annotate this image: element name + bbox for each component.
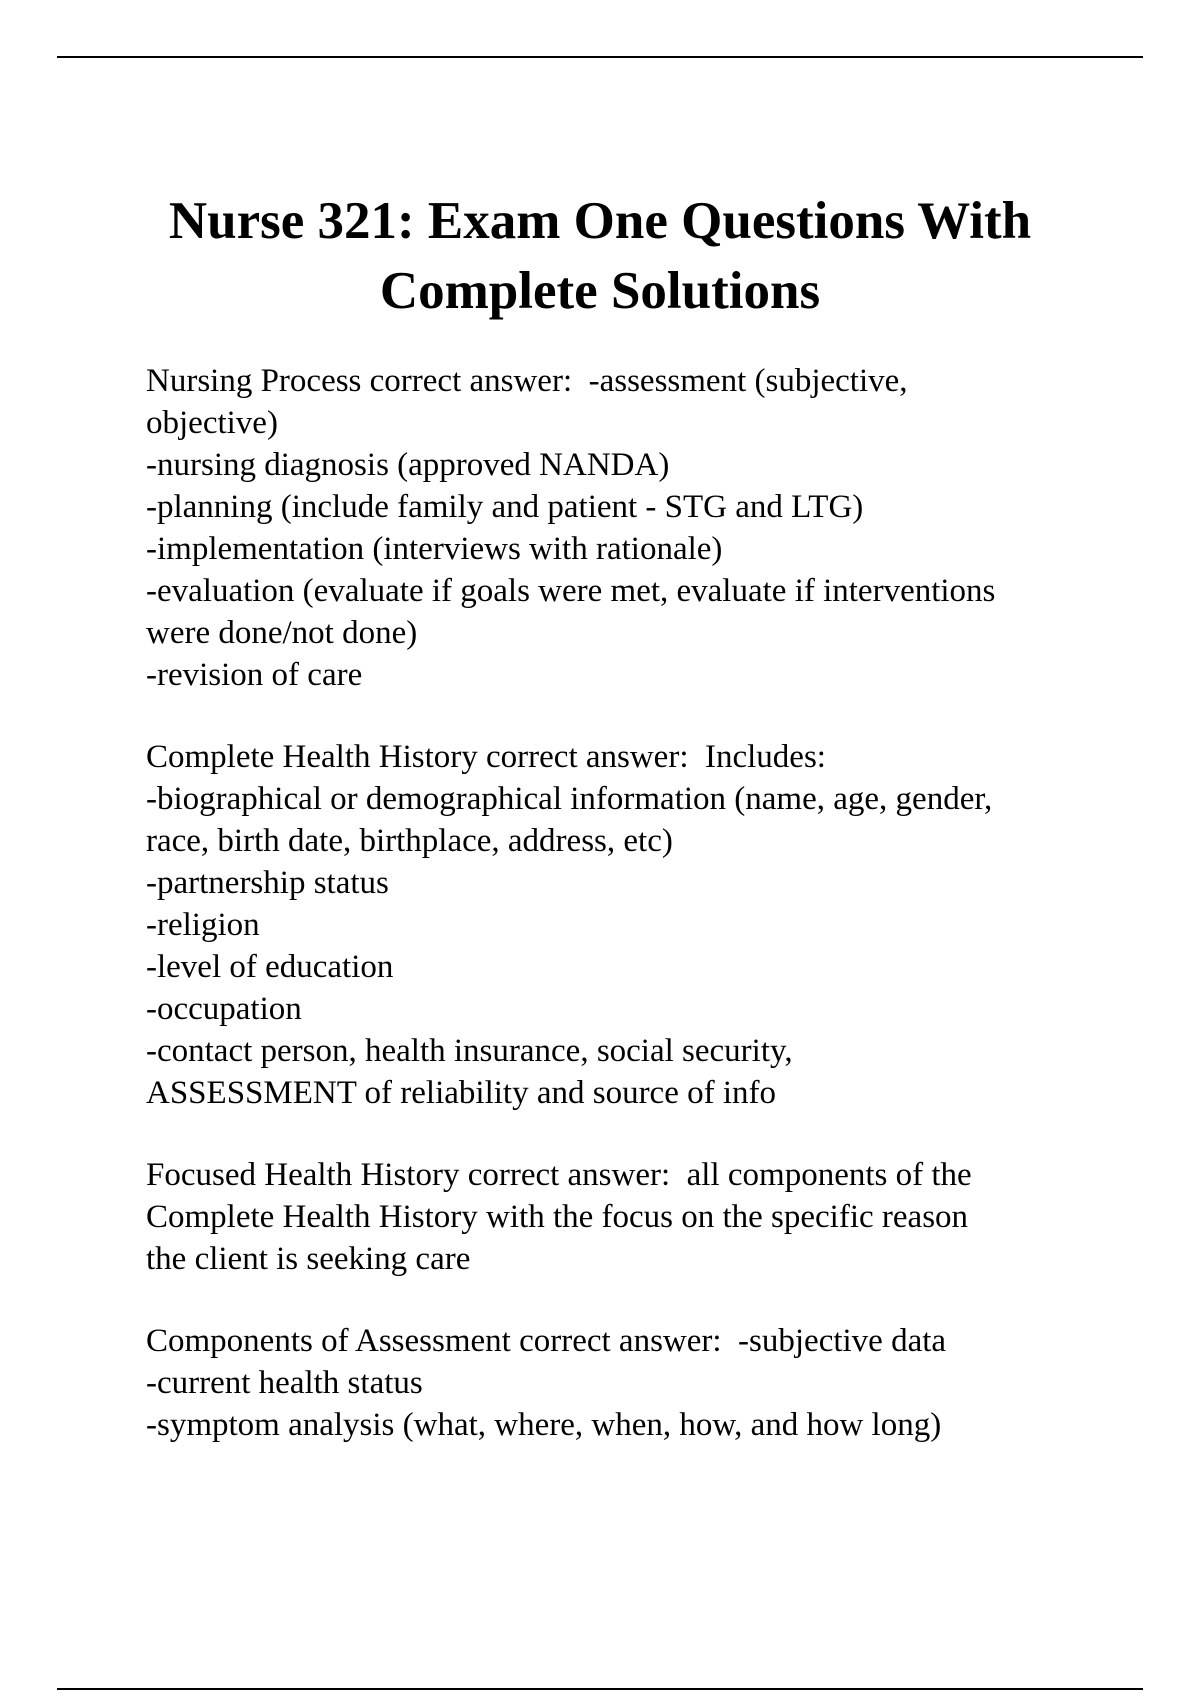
top-divider — [57, 56, 1143, 58]
text-line: -partnership status — [146, 865, 389, 901]
entry-components-of-assessment — [146, 1320, 1106, 1446]
title-line-1: Nurse 321: Exam One Questions With — [168, 192, 1032, 250]
text-line: -planning (include family and patient - STG and LTG) — [146, 489, 864, 525]
text-line: Nursing Process correct answer: -assessment (subjective, — [146, 363, 908, 399]
text-line: -contact person, health insurance, social security, — [146, 1033, 793, 1069]
text-line: the client is seeking care — [146, 1241, 471, 1277]
text-line: -biographical or demographical information (name, age, gender, — [146, 781, 993, 817]
text-line: Complete Health History correct answer: Includes: — [146, 739, 826, 775]
text-line: -evaluation (evaluate if goals were met, evaluate if interventions — [146, 573, 996, 609]
entry-focused-health-history — [146, 1154, 1106, 1280]
text-line: -revision of care — [146, 657, 363, 693]
text-line: objective) — [146, 405, 278, 441]
entry-nursing-process — [146, 360, 1106, 696]
text-line: -religion — [146, 907, 260, 943]
text-line: Complete Health History with the focus on the specific reason — [146, 1199, 969, 1235]
text-line: -level of education — [146, 949, 394, 985]
entry-complete-health-history — [146, 736, 1106, 1114]
text-line: Components of Assessment correct answer: -subjective data — [146, 1323, 947, 1359]
text-line: -symptom analysis (what, where, when, how, and how long) — [146, 1407, 942, 1443]
text-line: Focused Health History correct answer: all components of the — [146, 1157, 972, 1193]
text-line: -implementation (interviews with rationale) — [146, 531, 723, 567]
text-line: -nursing diagnosis (approved NANDA) — [146, 447, 670, 483]
text-line: were done/not done) — [146, 615, 418, 651]
title-line-2: Complete Solutions — [379, 262, 821, 320]
text-line: ASSESSMENT of reliability and source of info — [146, 1075, 776, 1111]
page-title — [100, 186, 1100, 326]
text-line: race, birth date, birthplace, address, etc) — [146, 823, 673, 859]
text-line: -occupation — [146, 991, 302, 1027]
document-body — [146, 360, 1106, 1486]
bottom-divider — [57, 1688, 1143, 1690]
text-line: -current health status — [146, 1365, 423, 1401]
